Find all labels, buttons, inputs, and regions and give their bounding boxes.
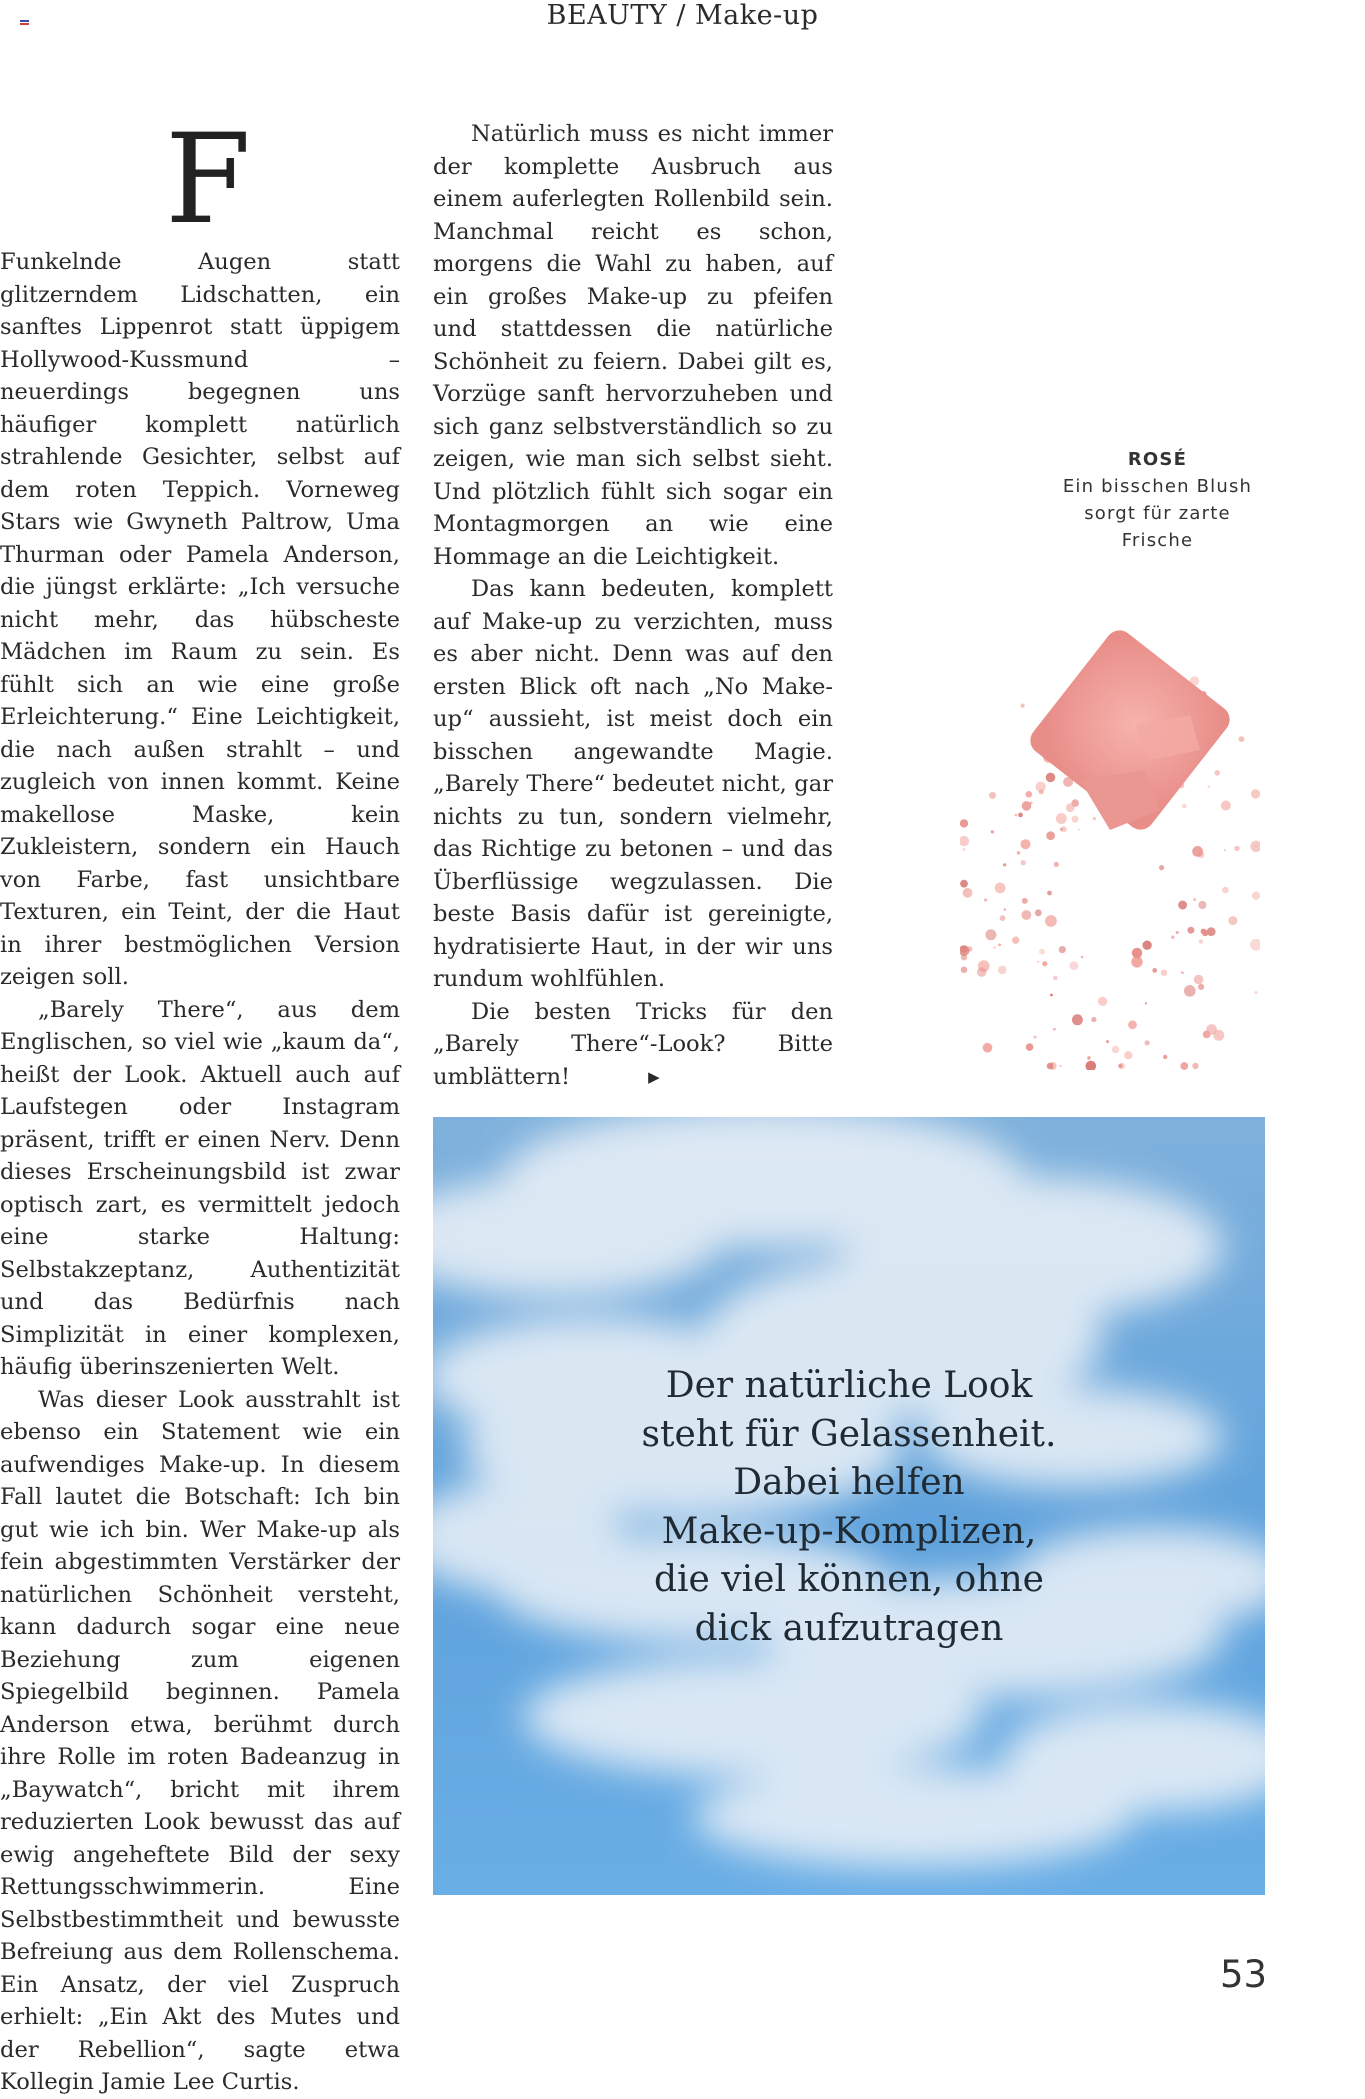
blush-crumb (960, 880, 968, 888)
blush-crumb (1091, 1065, 1093, 1067)
blush-crumb (995, 883, 1006, 894)
paragraph (433, 996, 833, 1094)
blush-crumb (1026, 1043, 1034, 1051)
article-column-1 (0, 246, 400, 2099)
blush-crumb (1106, 1040, 1109, 1043)
blush-crumb (1091, 1017, 1096, 1022)
blush-crumb (1066, 803, 1075, 812)
blush-crumb (1176, 931, 1179, 934)
blush-crumb (983, 1043, 993, 1053)
blush-crumb (1221, 801, 1231, 811)
blush-crumb (1193, 898, 1196, 901)
blush-crumb (1180, 1062, 1188, 1070)
blush-crumb (1118, 1064, 1122, 1068)
blush-crumb (1112, 1046, 1120, 1054)
blush-crumb (1239, 736, 1245, 742)
blush-crumb (1050, 994, 1053, 997)
blush-crumb (1015, 814, 1018, 817)
blush-crumb (1178, 901, 1187, 910)
page-number: 53 (1220, 1953, 1268, 1996)
article-column-2 (433, 118, 833, 1093)
blush-crumb (1254, 844, 1258, 848)
blush-crumb (960, 836, 969, 846)
blush-crumb (1124, 1051, 1132, 1059)
blush-crumb (1035, 909, 1042, 916)
blush-crumb (1053, 976, 1057, 980)
blush-crumb (1161, 969, 1168, 976)
pull-quote-line: Make-up-Komplizen, (661, 1510, 1037, 1552)
paragraph: „Barely There“, aus dem Englischen, so viel wie „kaum da“, heißt der Look. Aktuell auch auf Laufstegen oder Instagram präsent, trifft er einen Nerv. Denn dieses Erscheinungsbild ist zwar optisch zart, es vermittelt jedoch eine starke Haltung: Selbstakzeptanz, Authentizität und das Bedürfnis nach Simplizität in einer komplexen, häufig überinszenierten Welt. (0, 996, 400, 1380)
blush-crumb (994, 946, 996, 948)
blush-crumb (1163, 1055, 1167, 1059)
blush-crumb (998, 966, 1007, 975)
pull-quote (433, 1362, 1265, 1653)
blush-crumb (1207, 785, 1210, 788)
blush-crumb (1203, 1031, 1211, 1039)
blush-crumb (1081, 956, 1084, 959)
blush-crumb (1017, 851, 1021, 855)
blush-crumb (961, 954, 967, 960)
caption-line: Frische (1121, 530, 1194, 551)
caption-line: sorgt für zarte (1084, 503, 1231, 524)
blush-crumb (1222, 887, 1229, 894)
blush-crumb (1199, 939, 1203, 943)
blush-crumb (1072, 1014, 1083, 1025)
blush-crumb (1142, 941, 1151, 950)
blush-crumb (1251, 789, 1260, 798)
blush-crumb (1078, 828, 1080, 830)
blush-crumb (1060, 828, 1063, 831)
blush-crumb (1198, 901, 1206, 909)
blush-crumb (1059, 946, 1066, 953)
blush-crumb (1022, 910, 1032, 920)
blush-crumb (1056, 813, 1067, 824)
paragraph: Das kann bedeuten, komplett auf Make-up zu verzichten, muss es aber nicht. Denn was auf den ersten Blick oft nach „No Make-up“ aussieht, ist meist doch ein bisschen angewandte Magie. „Barely There“ bedeutet nicht, gar nichts zu tun, sondern vielmehr, das Richtige zu betonen – und das Überflüssige wegzulassen. Die beste Basis dafür ist gereinigte, hydratisierte Haut, in der wir uns rundum wohlfühlen. (433, 576, 833, 992)
blush-crumb (1047, 891, 1052, 896)
blush-crumb (1053, 1028, 1056, 1031)
blush-crumb (1171, 936, 1174, 939)
paragraph: Funkelnde Augen statt glitzerndem Lidschatten, ein sanftes Lippenrot statt üppigem Hollywood-Kussmund – neuerdings begegnen uns häufiger komplett natürlich strahlende Gesichter, selbst auf dem roten Teppich. Vorneweg Stars wie Gwyneth Paltrow, Uma Thurman oder Pamela Anderson, die jüngst erklärte: „Ich versuche nicht mehr, das hübscheste Mädchen im Raum zu sein. Es fühlt sich an wie eine große Erleichterung.“ Eine Leichtigkeit, die nach außen strahlt – und zugleich von innen kommt. Keine makellose Maske, kein Zukleistern, sondern ein Hauch von Farbe, fast unsichtbare Texturen, ein Teint, der die Haut in ihrer bestmöglichen Version zeigen soll. (0, 249, 400, 990)
blush-crumb (1018, 813, 1023, 818)
blush-crumb (1214, 770, 1220, 776)
section-header: BEAUTY / Make-up (546, 0, 819, 31)
crushed-blush-image (960, 630, 1260, 1070)
image-caption (1040, 446, 1275, 554)
pull-quote-line: die viel können, ohne (653, 1559, 1044, 1600)
blush-crumb (1035, 782, 1045, 792)
blush-crumb (1098, 997, 1107, 1006)
blush-crumb (1252, 892, 1260, 900)
caption-label: ROSÉ (1127, 449, 1188, 470)
blush-crumb (1046, 831, 1055, 840)
blush-crumb (1034, 1036, 1037, 1039)
blush-crumb (1086, 1061, 1097, 1070)
blush-crumb (1021, 839, 1031, 849)
blush-crumb (998, 944, 1001, 947)
caption-line: Ein bisschen Blush (1062, 476, 1253, 497)
continue-arrow-icon: ▶ (648, 1067, 660, 1086)
blush-crumb (1192, 846, 1203, 857)
blush-crumb (963, 848, 966, 851)
blush-crumb (963, 888, 973, 898)
paragraph: Was dieser Look ausstrahlt ist ebenso ein Statement wie ein aufwendiges Make-up. In diesem Fall lautet die Botschaft: Ich bin gut wie ich bin. Wer Make-up als fein abgestimmten Verstärker der natürlichen Schönheit versteht, kann dadurch sogar eine neue Beziehung zum eigenen Spiegelbild beginnen. Pamela Anderson etwa, berühmt durch ihre Rolle im roten Badeanzug in „Baywatch“, bricht mit ihrem reduzierten Look bewusst das auf ewig angeheftete Bild der sexy Rettungsschwimmerin. Eine Selbstbestimmtheit und bewusste Befreiung aus dem Rollenschema. Ein Ansatz, der viel Zuspruch erhielt: „Ein Akt des Mutes und der Rebellion“, sagte etwa Kollegin Jamie Lee Curtis. (0, 1386, 400, 2095)
blush-crumb (1070, 961, 1079, 970)
blush-crumb (985, 929, 996, 940)
blush-crumb (1021, 704, 1025, 708)
blush-crumb (1037, 961, 1039, 963)
blush-crumb (991, 830, 994, 833)
paragraph: Natürlich muss es nicht immer der komplette Ausbruch aus einem auferlegten Rollenbild sein. Manchmal reicht es schon, morgens die Wahl zu haben, auf ein großes Make-up zu pfeifen und stattdessen die natürliche Schönheit zu feiern. Dabei gilt es, Vorzüge sanft hervorzuheben und sich ganz selbstverständlich so zu zeigen, wie man sich selbst sieht. Und plötzlich fühlt sich sogar ein Montagmorgen an wie eine Hommage an die Leichtigkeit. (433, 121, 833, 570)
blush-crumb (1093, 817, 1096, 820)
blush-crumb (1152, 968, 1157, 973)
blush-crumb (1255, 991, 1258, 994)
blush-crumb (1000, 915, 1006, 921)
blush-crumb (1039, 949, 1045, 955)
blush-crumb (1132, 948, 1142, 958)
blush-crumb (1194, 975, 1204, 985)
blush-crumb (1198, 984, 1204, 990)
blush-crumb (1181, 971, 1184, 974)
blush-crumb (1184, 985, 1196, 997)
blush-crumb (1046, 773, 1056, 783)
blush-crumb (1059, 1065, 1061, 1067)
blush-crumb (1187, 927, 1194, 934)
blush-crumb (989, 792, 996, 799)
blush-crumb (1201, 929, 1206, 934)
pull-quote-line: steht für Gelassenheit. (641, 1413, 1057, 1455)
blush-crumb (1128, 1020, 1137, 1029)
blush-crumb (1072, 816, 1079, 823)
blush-crumb (1250, 939, 1260, 951)
paragraph-text: Die besten Tricks für den „Barely There“-Look? Bitte umblättern! (433, 998, 833, 1090)
blush-crumb (961, 967, 968, 974)
blush-crumb (1045, 915, 1057, 927)
blush-crumb (960, 819, 968, 827)
pull-quote-line: Der natürliche Look (665, 1365, 1033, 1406)
blush-crumb (1042, 961, 1047, 966)
blush-crumb (977, 967, 987, 977)
blush-crumb (1026, 791, 1033, 798)
blush-crumb (1145, 1040, 1150, 1045)
blush-crumb (1234, 846, 1239, 851)
blush-crumb (1224, 849, 1226, 851)
blush-crumb (1004, 909, 1006, 911)
blush-crumb (1087, 1056, 1090, 1059)
pull-quote-line: Dabei helfen (733, 1462, 965, 1503)
blush-crumb (1145, 1002, 1147, 1004)
blush-crumb (1192, 1063, 1198, 1069)
drop-cap: F (165, 108, 252, 252)
blush-crumb (1228, 916, 1237, 925)
blush-crumb (1030, 801, 1033, 804)
blush-crumb (1003, 863, 1006, 866)
blush-crumb (984, 898, 987, 901)
blush-crumb (1021, 860, 1026, 865)
blush-crumb (1182, 804, 1186, 808)
blush-crumb (1012, 937, 1019, 944)
blush-crumb (1054, 862, 1059, 867)
blush-crumb (1047, 1063, 1054, 1070)
pull-quote-line: dick aufzutragen (694, 1607, 1004, 1649)
blush-crumb (1159, 865, 1164, 870)
blush-crumb (1022, 898, 1028, 904)
